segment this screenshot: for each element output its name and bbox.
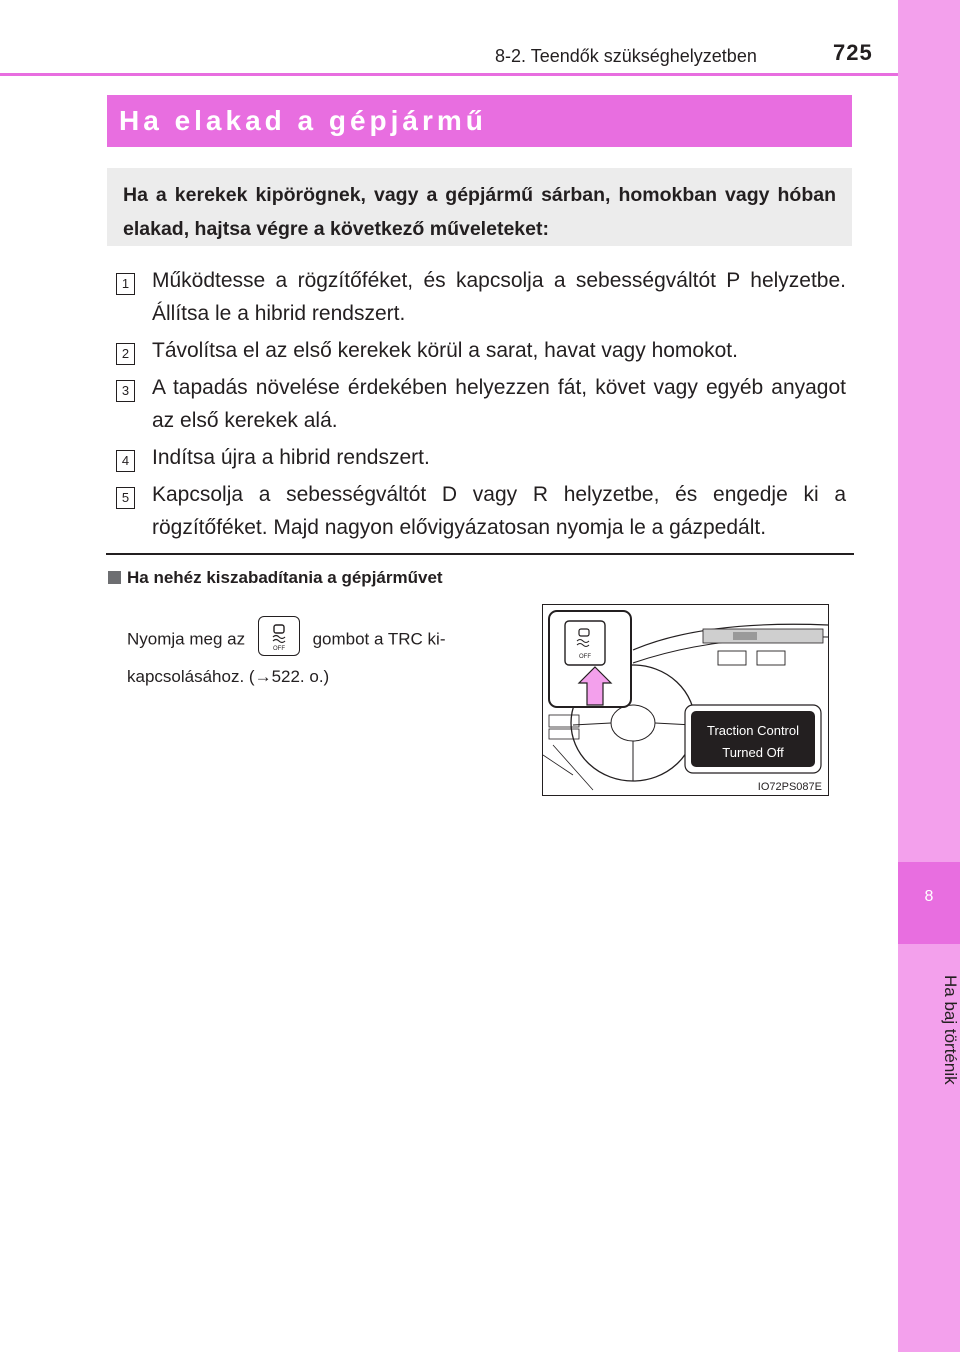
page-number: 725 xyxy=(833,40,873,65)
steps-list xyxy=(116,264,846,548)
figure-code: IO72PS087E xyxy=(757,781,822,793)
trc-off-button-icon xyxy=(258,616,300,656)
side-tab-upper xyxy=(898,0,960,862)
dashboard-illustration xyxy=(542,604,829,796)
step-text: Indítsa újra a hibrid rendszert. xyxy=(152,446,430,469)
trc-note xyxy=(127,620,522,694)
step-number: 4 xyxy=(116,450,135,472)
section-divider xyxy=(106,553,854,555)
step-item xyxy=(116,371,846,437)
bullet-square-icon xyxy=(108,571,121,584)
subsection-heading xyxy=(108,568,443,588)
section-reference: 8-2. Teendők szükséghelyzetben xyxy=(495,46,757,66)
step-item xyxy=(116,478,846,544)
step-text: A tapadás növelése érdekében helyezzen fát, követ vagy egyéb anyagot az első kerekek alá. xyxy=(152,376,846,432)
step-item xyxy=(116,264,846,330)
button-caption: OFF xyxy=(272,646,285,652)
display-line-2: Turned Off xyxy=(722,745,784,760)
intro-box: Ha a kerekek kipörögnek, vagy a gépjármű sárban, homokban vagy hóban elakad, hajtsa végre a következő műveleteket: xyxy=(107,168,852,246)
note-text-before: Nyomja meg az xyxy=(127,629,246,649)
step-number: 5 xyxy=(116,487,135,509)
step-text: Kapcsolja a sebességváltót D vagy R helyzetbe, és engedje ki a rögzítőféket. Majd nagyon elővigyázatosan nyomja le a gázpedált. xyxy=(152,483,846,539)
step-number: 2 xyxy=(116,343,135,365)
step-number: 1 xyxy=(116,273,135,295)
chapter-number: 8 xyxy=(898,862,960,944)
step-item xyxy=(116,334,846,367)
display-line-1: Traction Control xyxy=(707,723,799,738)
step-item xyxy=(116,441,846,474)
header-rule xyxy=(0,73,898,76)
subsection-heading-text: Ha nehéz kiszabadítania a gépjárművet xyxy=(127,568,443,587)
chapter-title: Ha baj történik xyxy=(941,975,960,1085)
note-text-after: gombot a TRC ki-kapcsolásához. (→522. o.) xyxy=(127,629,446,686)
step-number: 3 xyxy=(116,380,135,402)
page-title: Ha elakad a gépjármű xyxy=(107,95,852,147)
step-text: Működtesse a rögzítőféket, és kapcsolja a sebességváltót P helyzetbe. Állítsa le a hibrid rendszert. xyxy=(152,269,846,325)
step-text: Távolítsa el az első kerekek körül a sarat, havat vagy homokot. xyxy=(152,339,738,362)
callout-button-caption: OFF xyxy=(579,654,591,660)
